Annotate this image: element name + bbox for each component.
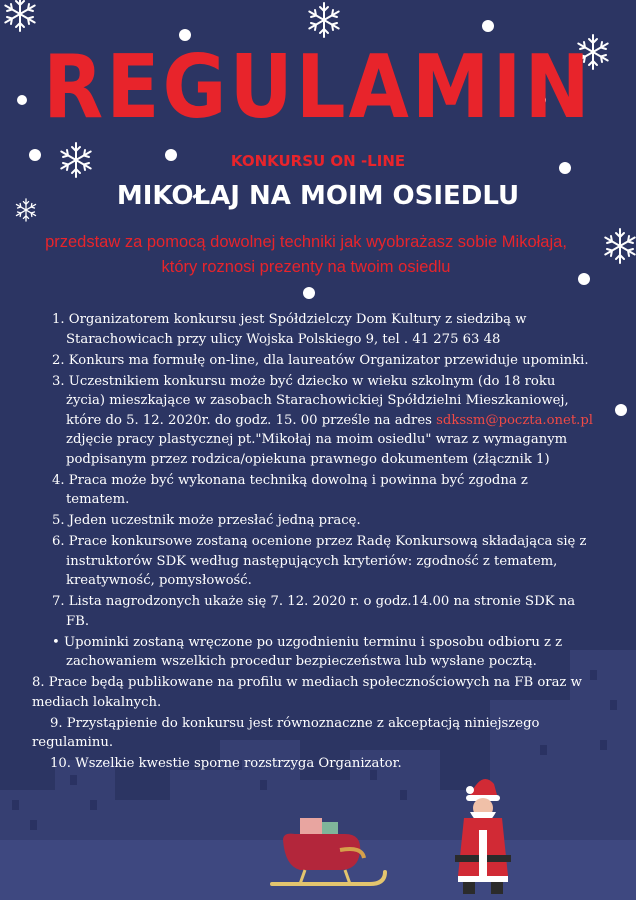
contest-intro: przedstaw za pomocą dowolnej techniki jak wyobrażasz sobie Mikołaja, który roznosi prezenty na twoim osiedlu (45, 233, 567, 276)
rule-item-9: 9. Przystąpienie do konkursu jest równoznaczne z akceptacją niniejszego regulaminu. (32, 715, 540, 750)
rule-item-3-text: 3. Uczestnikiem konkursu może być dziecko w wieku szkolnym (do 18 roku życia) mieszkające w zasobach Starachowickiej Spółdzielni Mieszkaniowej, które do 5. 12. 2020r. do godz. 15. 00 prześle na adres (52, 373, 569, 428)
rule-item-5: 5. Jeden uczestnik może przesłać jedną pracę. (52, 513, 361, 528)
rule-item-1: 1. Organizatorem konkursu jest Spółdzielczy Dom Kultury z siedzibą w Starachowicach przy ulicy Wojska Polskiego 9, tel . 41 275 63 48 (52, 312, 527, 347)
rule-item-6: 6. Prace konkursowe zostaną ocenione przez Radę Konkursową składająca się z instruktorów SDK według następujących kryteriów: zgodność z tematem, kreatywność, pomysłowość. (52, 534, 587, 588)
contest-email-link[interactable]: sdkssm@poczta.onet.pl (436, 412, 594, 428)
rule-item-10: 10. Wszelkie kwestie sporne rozstrzyga Organizator. (50, 756, 402, 771)
poster-title: REGULAMIN (43, 37, 593, 139)
rule-item-4: 4. Praca może być wykonana techniką dowolną i powinna być zgodna z tematem. (52, 472, 528, 507)
rule-item-8: 8. Prace będą publikowane na profilu w mediach społecznościowych na FB oraz w mediach lokalnych. (32, 675, 582, 710)
contest-headline: MIKOŁAJ NA MOIM OSIEDLU (116, 181, 520, 211)
poster-subtitle: KONKURSU ON -LINE (230, 152, 406, 170)
rules-list (32, 310, 595, 775)
rule-bullet-prizes: • Upominki zostaną wręczone po uzgodnieniu terminu i sposobu odbioru z z zachowaniem wszelkich procedur bezpieczeństwa lub wysłane pocztą. (52, 634, 563, 669)
rule-item-3 (40, 372, 595, 470)
rule-item-2: 2. Konkurs ma formułę on-line, dla laureatów Organizator przewiduje upominki. (52, 352, 589, 368)
rule-item-7: 7. Lista nagrodzonych ukaże się 7. 12. 2020 r. o godz.14.00 na stronie SDK na FB. (52, 594, 576, 629)
rule-item-3-text-cont: zdjęcie pracy plastycznej pt."Mikołaj na moim osiedlu" wraz z wymaganym podpisanym przez rodzica/opiekuna prawnego dokumentem (złącznik 1) (66, 432, 568, 467)
